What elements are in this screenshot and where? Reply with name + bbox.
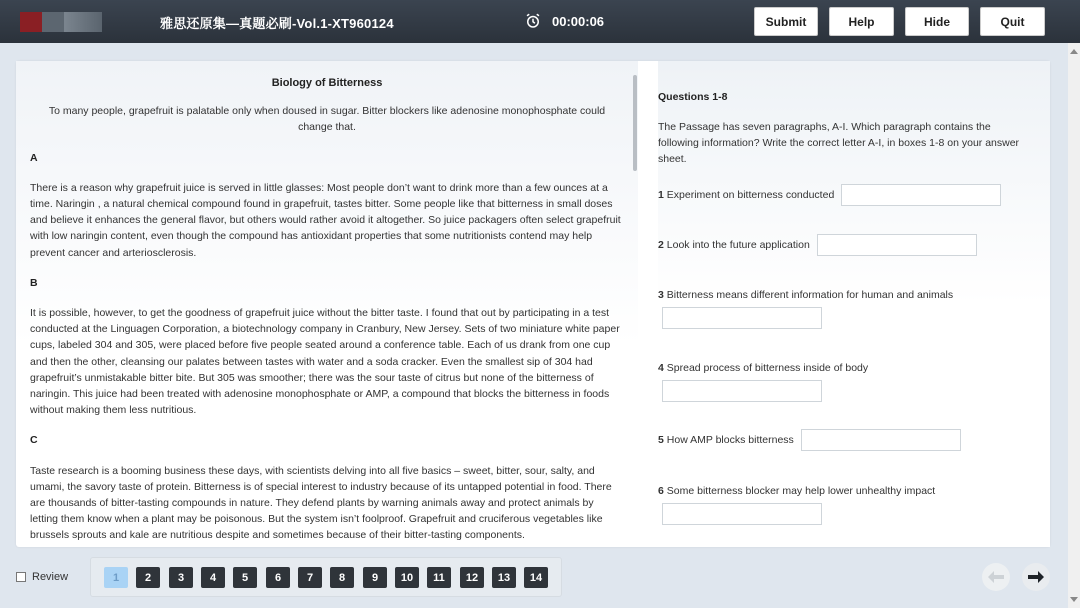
answer-input-2[interactable]: [817, 234, 977, 256]
scroll-down-icon[interactable]: [1070, 597, 1078, 602]
question-nav-10[interactable]: 10: [395, 567, 419, 588]
question-nav-4[interactable]: 4: [201, 567, 225, 588]
question-item: [658, 362, 868, 374]
question-text: Some bitterness blocker may help lower unhealthy impact: [666, 485, 936, 497]
question-nav-6[interactable]: 6: [266, 567, 290, 588]
question-nav-7[interactable]: 7: [298, 567, 322, 588]
question-text: How AMP blocks bitterness: [666, 433, 794, 446]
answer-input-1[interactable]: [841, 184, 1001, 206]
next-button[interactable]: [1022, 563, 1050, 591]
question-item: [658, 289, 953, 301]
questions-instructions: The Passage has seven paragraphs, A-I. Which paragraph contains the following information? Write the correct letter A-I, in boxes 1-8 on your answer sheet.: [658, 121, 1020, 165]
help-button[interactable]: Help: [829, 7, 894, 36]
question-text: Bitterness means different information for human and animals: [666, 289, 954, 301]
previous-button[interactable]: [982, 563, 1010, 591]
test-title: 雅思还原集—真题必刷-Vol.1-XT960124: [160, 16, 394, 31]
question-item: [658, 485, 935, 497]
paragraph-text: Taste research is a booming business these days, with scientists delving into all five basics – sweet, bitter, sour, salty, and umami, the savory taste of protein. Bitterness is of special interest to industry because of its untapped potential in food. There are thousands of bitter-tasting compounds in nature. They defend plants by warning animals away and protect animals by letting them know when a plant may be poisonous. But the system isn’t foolproof. Grapefruit and cruciferous vegetables like brussels sprouts and kale are nutritious despite and sometimes because of their bitter-tasting components.: [30, 464, 612, 542]
question-nav-13[interactable]: 13: [492, 567, 516, 588]
question-item: [658, 429, 961, 451]
passage-subtitle: To many people, grapefruit is palatable only when doused in sugar. Bitter blockers like adenosine monophosphate could change that.: [48, 105, 606, 134]
question-item: [658, 184, 1001, 206]
question-number: 3: [658, 289, 664, 301]
paragraph-text: There is a reason why grapefruit juice is served in little glasses: Most people don’t want to drink more than a few ounces at a time. Naringin , a natural chemical compound found in grapefruit, tastes bitter. Some people like that bitterness in small doses and believe it enhances the general flavor, but others would rather avoid it altogether. So juice packagers often select grapefruit with low naringin content, even though the compound has antioxidant properties that some nutritionists contend may help prevent cancer and arteriosclerosis.: [30, 181, 621, 259]
main-content: [16, 61, 1050, 547]
question-navigator: [90, 557, 562, 597]
answer-input-5[interactable]: [801, 429, 961, 451]
answer-input-4[interactable]: [662, 380, 822, 402]
review-label: Review: [32, 571, 69, 583]
question-text: Look into the future application: [666, 238, 810, 251]
review-checkbox[interactable]: [16, 572, 26, 582]
question-item: [658, 234, 977, 256]
arrow-right-icon: [1028, 571, 1044, 583]
timer-value: 00:00:06: [552, 13, 605, 29]
questions-heading: Questions 1-8: [658, 91, 728, 103]
question-text: Experiment on bitterness conducted: [666, 188, 835, 201]
arrow-left-icon: [988, 571, 1004, 583]
passage-panel[interactable]: [16, 61, 638, 542]
question-number: 4: [658, 362, 664, 374]
review-toggle[interactable]: [16, 571, 68, 583]
paragraph-label: C: [30, 434, 38, 447]
hide-button[interactable]: Hide: [905, 7, 969, 36]
question-nav-3[interactable]: 3: [169, 567, 193, 588]
question-number: 5: [658, 433, 664, 446]
answer-input-6[interactable]: [662, 503, 822, 525]
question-nav-2[interactable]: 2: [136, 567, 160, 588]
question-number: 2: [658, 238, 664, 251]
logo: [20, 12, 102, 32]
timer: [524, 12, 604, 30]
question-number: 1: [658, 188, 664, 201]
question-nav-12[interactable]: 12: [460, 567, 484, 588]
top-bar: [0, 0, 1080, 43]
paragraph-label: B: [30, 276, 38, 289]
passage-title: Biology of Bitterness: [271, 77, 383, 89]
question-text: Spread process of bitterness inside of body: [666, 362, 869, 374]
questions-panel: [658, 61, 1050, 547]
paragraph-label: A: [30, 151, 38, 164]
question-nav-8[interactable]: 8: [330, 567, 354, 588]
answer-input-3[interactable]: [662, 307, 822, 329]
question-nav-1[interactable]: 1: [104, 567, 128, 588]
submit-button[interactable]: Submit: [754, 7, 818, 36]
scroll-up-icon[interactable]: [1070, 49, 1078, 54]
question-nav-5[interactable]: 5: [233, 567, 257, 588]
question-nav-14[interactable]: 14: [524, 567, 548, 588]
page-scrollbar[interactable]: [1068, 43, 1080, 608]
question-nav-11[interactable]: 11: [427, 567, 451, 588]
paragraph-text: It is possible, however, to get the goodness of grapefruit juice without the bitter taste. I found that out by participating in a test conducted at the Linguagen Corporation, a biotechnology company in Cranbury, New Jersey. Sets of two miniature white paper cups, labeled 304 and 305, were placed before five people seated around a conference table. Each of us drank from one cup and then the other, cleansing our palates between tastes with water and a soda cracker. Even the smallest sip of 304 had grapefruit’s unmistakable bitter bite. But 305 was smoother; there was the sour taste of citrus but none of the bitterness of naringin. This juice had been treated with adenosine monophosphate or AMP, a compound that blocks the bitterness in foods without making them less nutritious.: [30, 307, 620, 417]
panel-resize-handle[interactable]: [633, 75, 637, 171]
alarm-clock-icon: [524, 12, 542, 30]
question-number: 6: [658, 485, 664, 497]
question-nav-9[interactable]: 9: [363, 567, 387, 588]
quit-button[interactable]: Quit: [980, 7, 1045, 36]
